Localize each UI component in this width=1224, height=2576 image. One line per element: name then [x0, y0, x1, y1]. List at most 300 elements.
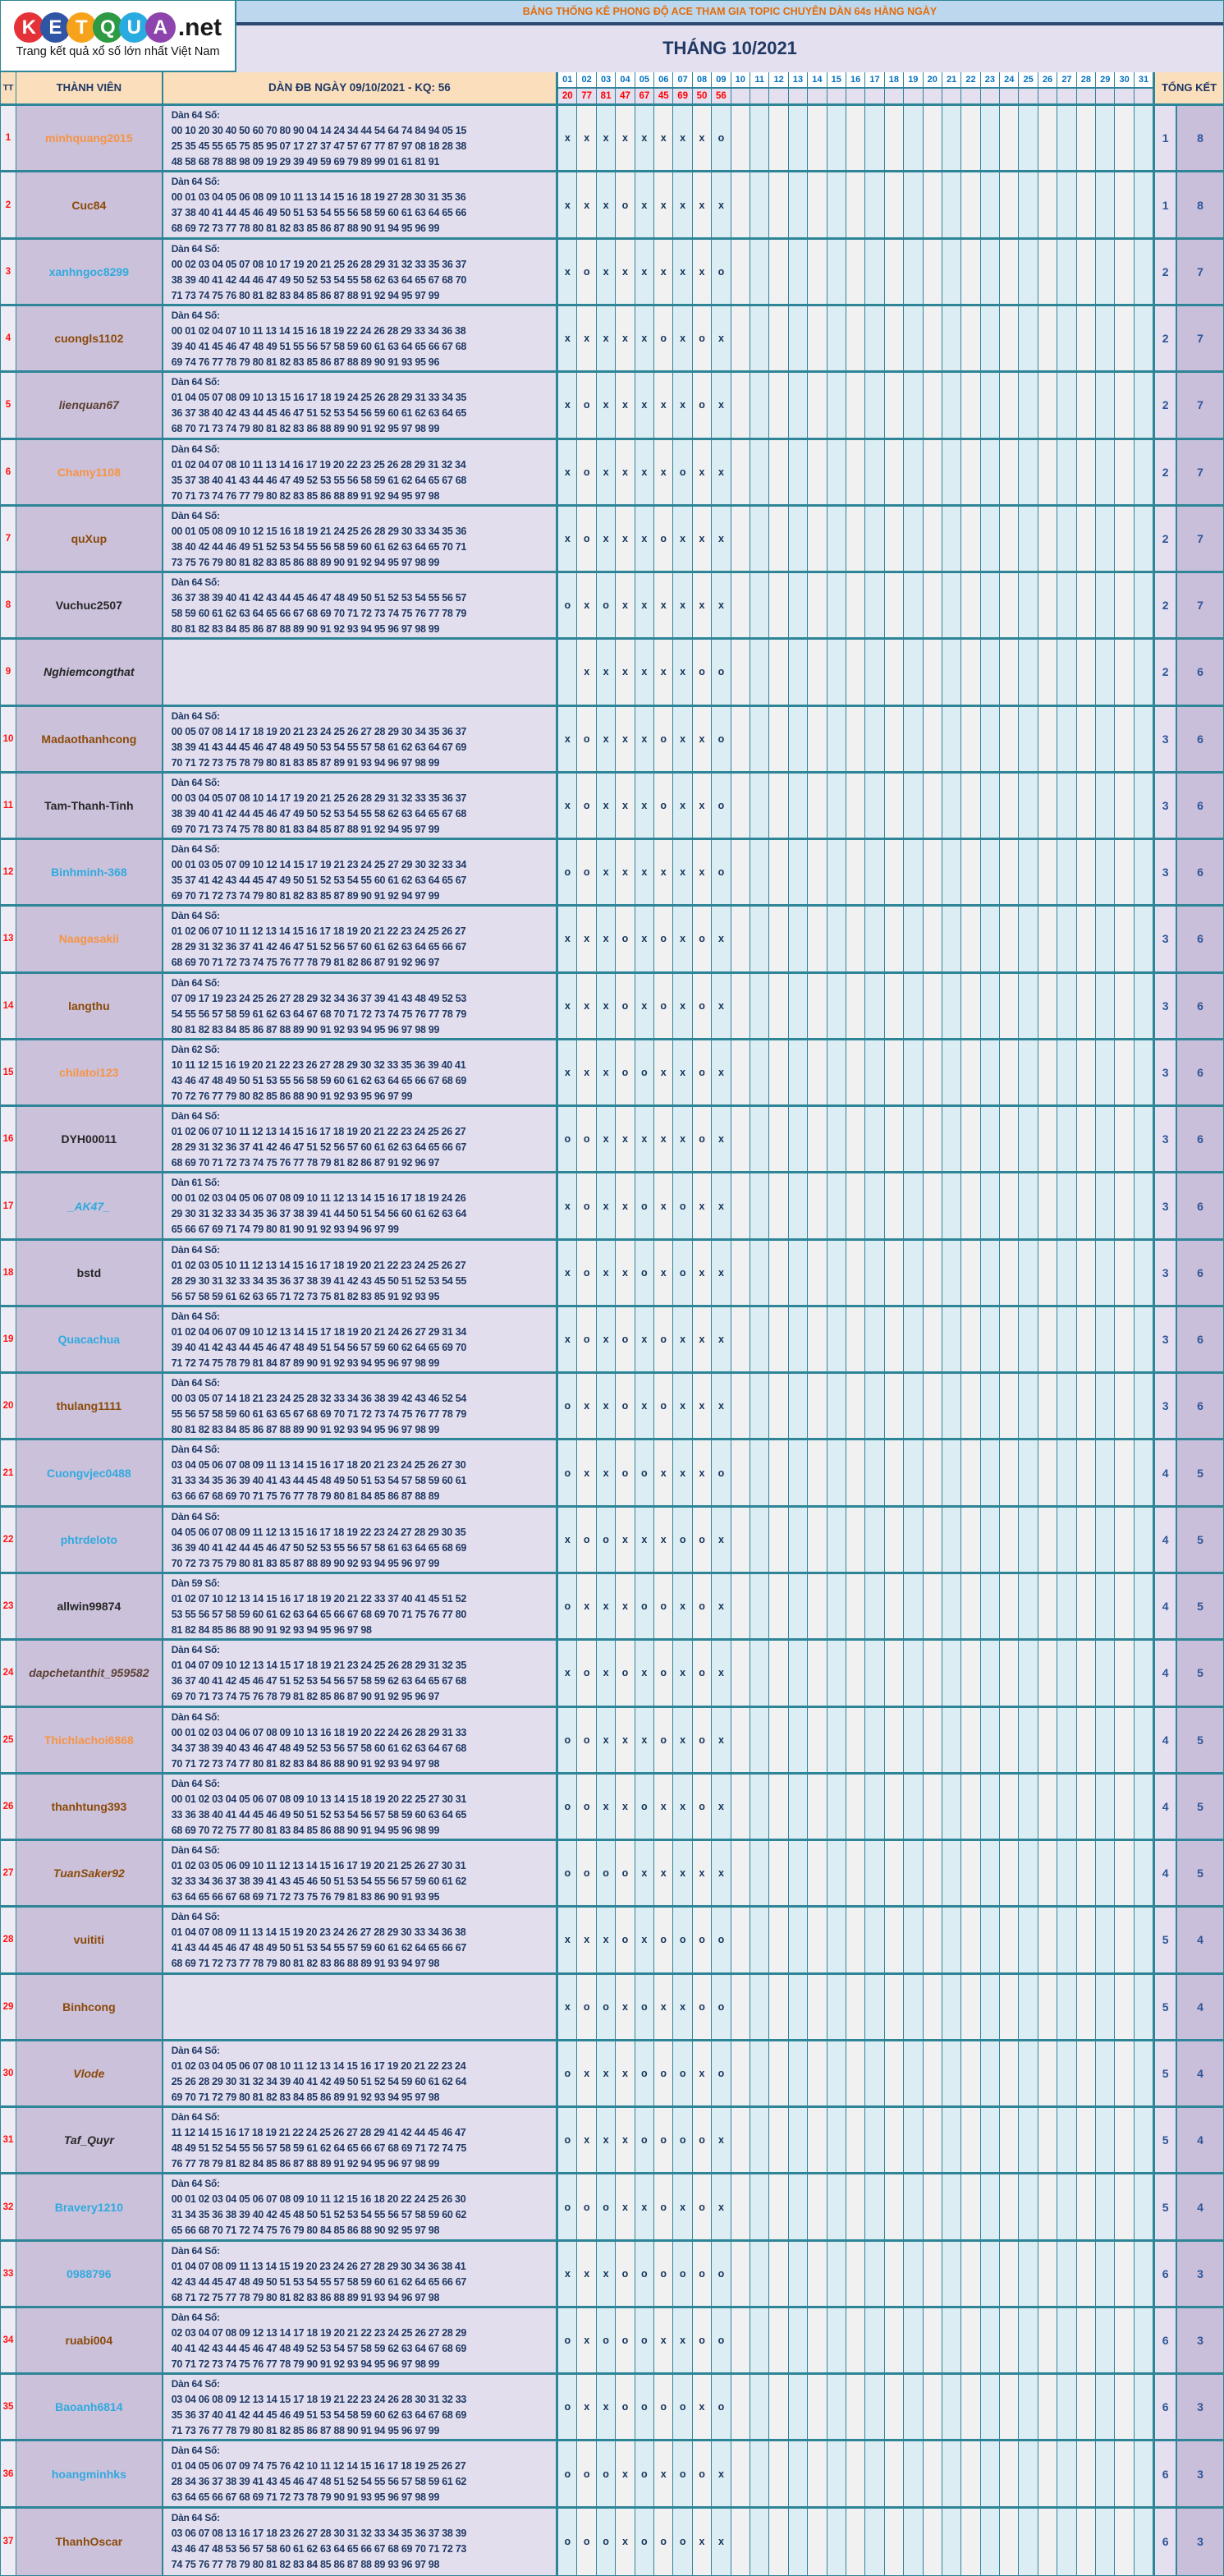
day-mark-cell: [885, 1508, 904, 1572]
day-mark-cell: [981, 1107, 1000, 1171]
day-mark-cell: [846, 172, 865, 236]
logo-letter-T: T: [66, 12, 97, 43]
day-mark-cell: [808, 1708, 827, 1772]
day-mark-cell: o: [577, 373, 596, 437]
day-mark-cell: [1038, 440, 1057, 504]
day-mark-cell: [789, 974, 808, 1038]
member-name[interactable]: _AK47_: [16, 1173, 163, 1237]
day-mark-cell: x: [616, 306, 635, 370]
col-header-member: THÀNH VIÊN: [16, 72, 163, 103]
day-mark-cell: x: [673, 2174, 692, 2239]
member-name[interactable]: vuititi: [16, 1908, 163, 1972]
dan-line: 04 05 06 07 08 09 11 12 13 15 16 17 18 19 22 23 24 27 28 29 30 35: [171, 1526, 466, 1538]
day-mark-cell: [865, 106, 884, 170]
member-name[interactable]: TuanSaker92: [16, 1841, 163, 1905]
member-name[interactable]: DYH00011: [16, 1107, 163, 1171]
day-mark-cell: [1096, 640, 1115, 704]
dan-label: Dàn 64 Số:: [171, 2311, 220, 2323]
day-mark-cell: [1115, 507, 1134, 571]
day-mark-cell: [731, 106, 750, 170]
row-number-cell: 5: [1, 373, 16, 437]
day-mark-cell: [750, 2375, 769, 2439]
day-mark-cell: [1096, 1307, 1115, 1371]
day-mark-cell: [789, 2441, 808, 2505]
day-mark-cell: [865, 1173, 884, 1237]
day-marks: [558, 774, 1155, 838]
member-name[interactable]: Taf_Quyr: [16, 2108, 163, 2172]
day-mark-cell: x: [635, 106, 654, 170]
dan-line: 69 70 71 72 79 80 81 82 83 84 85 86 89 91 92 93 94 95 97 98: [171, 2091, 440, 2103]
dan-label: Dàn 64 Số:: [171, 910, 220, 922]
member-name[interactable]: Quacachua: [16, 1307, 163, 1371]
day-mark-cell: [1077, 2441, 1096, 2505]
day-marks: [558, 2441, 1155, 2505]
member-name[interactable]: hoangminhks: [16, 2441, 163, 2505]
table-row: [1, 2509, 1223, 2575]
member-name[interactable]: Bravery1210: [16, 2174, 163, 2239]
member-name[interactable]: phtrdeloto: [16, 1508, 163, 1572]
day-mark-cell: x: [673, 840, 692, 904]
day-mark-cell: [1038, 1708, 1057, 1772]
day-mark-cell: x: [577, 306, 596, 370]
day-mark-cell: [1135, 1708, 1155, 1772]
day-mark-cell: [789, 240, 808, 304]
day-mark-cell: x: [693, 2375, 712, 2439]
row-number-cell: 28: [1, 1908, 16, 1972]
day-mark-cell: [865, 2108, 884, 2172]
total-miss-cell: 4: [1155, 1775, 1177, 1839]
member-name[interactable]: minhquang2015: [16, 106, 163, 170]
member-name[interactable]: Tam-Thanh-Tinh: [16, 774, 163, 838]
day-mark-cell: x: [558, 707, 577, 771]
row-number-cell: 17: [1, 1173, 16, 1237]
day-mark-cell: o: [597, 2509, 616, 2575]
day-mark-cell: x: [712, 373, 731, 437]
day-mark-cell: x: [635, 373, 654, 437]
day-marks: [558, 440, 1155, 504]
day-number-label: 23: [981, 72, 999, 89]
member-name[interactable]: Binhminh-368: [16, 840, 163, 904]
day-marks: [558, 106, 1155, 170]
day-mark-cell: [1096, 774, 1115, 838]
day-mark-cell: x: [673, 1775, 692, 1839]
day-mark-cell: [789, 1508, 808, 1572]
day-mark-cell: [865, 640, 884, 704]
member-name[interactable]: Binhcong: [16, 1975, 163, 2039]
total-hit-cell: 4: [1177, 1908, 1223, 1972]
day-mark-cell: [1135, 172, 1155, 236]
day-mark-cell: x: [597, 1775, 616, 1839]
day-marks: [558, 507, 1155, 571]
dan-line: 03 06 07 08 13 16 17 18 23 26 27 28 30 31 32 33 34 35 36 37 38 39: [171, 2527, 467, 2539]
day-mark-cell: [1096, 1508, 1115, 1572]
day-mark-cell: [750, 707, 769, 771]
day-mark-cell: o: [558, 1574, 577, 1638]
day-mark-cell: [981, 907, 1000, 971]
day-mark-cell: o: [577, 1307, 596, 1371]
day-mark-cell: x: [712, 1841, 731, 1905]
member-name[interactable]: Baoanh6814: [16, 2375, 163, 2439]
total-miss-cell: 3: [1155, 1107, 1177, 1171]
day-mark-cell: [846, 1173, 865, 1237]
day-mark-cell: [981, 573, 1000, 637]
day-result-value: [827, 89, 846, 103]
day-result-value: [789, 89, 807, 103]
day-mark-cell: [942, 774, 961, 838]
day-mark-cell: [731, 373, 750, 437]
day-mark-cell: [904, 1975, 923, 2039]
day-mark-cell: [1019, 1440, 1038, 1504]
day-mark-cell: [1019, 507, 1038, 571]
day-mark-cell: [846, 774, 865, 838]
day-mark-cell: [904, 2242, 923, 2306]
day-mark-cell: [789, 1440, 808, 1504]
row-number-cell: 8: [1, 573, 16, 637]
table-row: [1, 172, 1223, 239]
day-mark-cell: [1096, 1440, 1115, 1504]
day-marks: [558, 573, 1155, 637]
day-mark-cell: x: [616, 1107, 635, 1171]
day-mark-cell: [846, 2242, 865, 2306]
day-mark-cell: x: [597, 507, 616, 571]
day-mark-cell: [865, 1641, 884, 1705]
day-mark-cell: [827, 840, 846, 904]
day-mark-cell: o: [616, 172, 635, 236]
day-mark-cell: [789, 1908, 808, 1972]
member-name[interactable]: Vlode: [16, 2041, 163, 2105]
day-result-value: [924, 89, 942, 103]
dan-label: Dàn 64 Số:: [171, 976, 220, 989]
day-mark-cell: [1000, 507, 1019, 571]
day-mark-cell: [808, 2041, 827, 2105]
total-hit-cell: 4: [1177, 2174, 1223, 2239]
day-mark-cell: o: [693, 2108, 712, 2172]
day-mark-cell: [1077, 974, 1096, 1038]
dan-label: Dàn 64 Số:: [171, 1310, 220, 1322]
day-mark-cell: [1057, 2108, 1076, 2172]
day-mark-cell: [750, 1040, 769, 1104]
day-mark-cell: [1019, 2441, 1038, 2505]
table-row: [1, 106, 1223, 172]
dan-line: 43 46 47 48 49 50 51 53 55 56 58 59 60 61 62 63 64 65 66 67 68 69: [171, 1074, 467, 1086]
day-mark-cell: [924, 106, 942, 170]
day-mark-cell: x: [654, 640, 673, 704]
day-mark-cell: x: [616, 2174, 635, 2239]
day-mark-cell: [1115, 172, 1134, 236]
day-mark-cell: [750, 1841, 769, 1905]
day-mark-cell: [1000, 907, 1019, 971]
day-mark-cell: x: [616, 573, 635, 637]
day-mark-cell: [769, 2441, 788, 2505]
day-mark-cell: [750, 840, 769, 904]
dan-line: 70 71 72 73 74 77 80 81 82 83 84 86 88 90 91 92 93 94 97 98: [171, 1757, 440, 1770]
total-hit-cell: 6: [1177, 1107, 1223, 1171]
logo-letter-U: U: [119, 12, 149, 43]
day-mark-cell: [1038, 1641, 1057, 1705]
day-mark-cell: [808, 640, 827, 704]
day-mark-cell: x: [616, 2509, 635, 2575]
day-result-value: [1135, 89, 1153, 103]
day-mark-cell: [808, 573, 827, 637]
member-name[interactable]: thanhtung393: [16, 1775, 163, 1839]
dan-line: 32 33 34 36 37 38 39 41 43 45 46 50 51 53 54 55 56 57 59 60 61 62: [171, 1876, 467, 1888]
day-mark-cell: o: [616, 2308, 635, 2372]
day-mark-cell: o: [693, 1508, 712, 1572]
day-mark-cell: [981, 507, 1000, 571]
dan-label: Dàn 64 Số:: [171, 109, 220, 122]
dan-line: 69 70 71 73 74 75 78 80 81 83 84 85 87 88 91 92 94 95 97 99: [171, 823, 440, 835]
member-name[interactable]: Chamy1108: [16, 440, 163, 504]
day-number-label: 20: [924, 72, 942, 89]
member-name[interactable]: ThanhOscar: [16, 2509, 163, 2575]
day-mark-cell: x: [654, 1241, 673, 1305]
day-mark-cell: [885, 907, 904, 971]
day-mark-cell: x: [712, 2174, 731, 2239]
day-mark-cell: [1077, 573, 1096, 637]
day-mark-cell: [981, 1574, 1000, 1638]
day-mark-cell: [1038, 373, 1057, 437]
dan-line: 73 75 76 79 80 81 82 83 85 86 88 89 90 91 92 94 95 97 98 99: [171, 556, 440, 568]
day-mark-cell: o: [712, 840, 731, 904]
day-mark-cell: o: [577, 1173, 596, 1237]
day-marks: [558, 1975, 1155, 2039]
member-name[interactable]: cuongls1102: [16, 306, 163, 370]
day-mark-cell: [731, 974, 750, 1038]
day-mark-cell: [904, 1440, 923, 1504]
member-name[interactable]: bstd: [16, 1241, 163, 1305]
table-row: [1, 373, 1223, 439]
day-mark-cell: o: [597, 1975, 616, 2039]
day-mark-cell: [981, 440, 1000, 504]
day-mark-cell: o: [577, 1708, 596, 1772]
day-mark-cell: x: [712, 1173, 731, 1237]
day-mark-cell: [846, 840, 865, 904]
day-mark-cell: o: [693, 640, 712, 704]
day-result-value: [865, 89, 883, 103]
day-mark-cell: [1019, 2242, 1038, 2306]
day-mark-cell: [1077, 440, 1096, 504]
day-mark-cell: x: [673, 1374, 692, 1438]
day-mark-cell: o: [693, 1708, 712, 1772]
day-mark-cell: o: [654, 2242, 673, 2306]
day-mark-cell: [1077, 1241, 1096, 1305]
table-row: [1, 1975, 1223, 2041]
dan-line: 01 02 04 07 08 10 11 13 14 16 17 19 20 22 23 25 26 28 29 31 32 34: [171, 458, 466, 471]
day-mark-cell: [924, 1574, 942, 1638]
total-miss-cell: 3: [1155, 1173, 1177, 1237]
day-mark-cell: [942, 240, 961, 304]
day-mark-cell: [769, 106, 788, 170]
day-mark-cell: [1057, 1107, 1076, 1171]
day-mark-cell: [789, 1708, 808, 1772]
day-mark-cell: [865, 1241, 884, 1305]
day-mark-cell: [961, 1775, 980, 1839]
day-mark-cell: [1135, 707, 1155, 771]
row-number-cell: 29: [1, 1975, 16, 2039]
member-name[interactable]: Vuchuc2507: [16, 573, 163, 637]
day-mark-cell: [1057, 2375, 1076, 2439]
table-row: [1, 707, 1223, 774]
table-row: [1, 1508, 1223, 1574]
day-mark-cell: [1077, 1708, 1096, 1772]
day-header-20: [924, 72, 942, 103]
dan-numbers-cell: [163, 1775, 558, 1839]
day-mark-cell: [942, 707, 961, 771]
day-mark-cell: x: [712, 974, 731, 1038]
day-mark-cell: [789, 1307, 808, 1371]
day-mark-cell: x: [577, 1574, 596, 1638]
member-name[interactable]: Thichlachoi6868: [16, 1708, 163, 1772]
row-number-cell: 1: [1, 106, 16, 170]
site-logo[interactable]: [1, 1, 236, 72]
day-number-label: 22: [961, 72, 979, 89]
day-marks: [558, 1841, 1155, 1905]
dan-line: 71 73 74 75 76 80 81 82 83 84 85 86 87 88 91 92 94 95 97 99: [171, 289, 440, 301]
day-mark-cell: x: [673, 240, 692, 304]
day-mark-cell: [1000, 2108, 1019, 2172]
member-name[interactable]: ruabi004: [16, 2308, 163, 2372]
day-number-label: 09: [712, 72, 730, 89]
day-mark-cell: x: [597, 1241, 616, 1305]
day-mark-cell: [924, 1508, 942, 1572]
day-mark-cell: [769, 1708, 788, 1772]
day-mark-cell: o: [597, 2174, 616, 2239]
day-mark-cell: o: [635, 1775, 654, 1839]
day-mark-cell: o: [693, 2242, 712, 2306]
dan-label: Dàn 59 Số:: [171, 1577, 220, 1590]
row-number-cell: 2: [1, 172, 16, 236]
total-hit-cell: 5: [1177, 1775, 1223, 1839]
day-mark-cell: o: [654, 1574, 673, 1638]
day-mark-cell: [846, 573, 865, 637]
day-mark-cell: [1096, 1173, 1115, 1237]
day-mark-cell: [846, 2441, 865, 2505]
dan-line: 00 01 03 05 07 09 10 12 14 15 17 19 21 23 24 25 27 29 30 32 33 34: [171, 859, 467, 871]
member-name[interactable]: thulang1111: [16, 1374, 163, 1438]
day-mark-cell: o: [673, 440, 692, 504]
member-name[interactable]: allwin99874: [16, 1574, 163, 1638]
day-mark-cell: [924, 1641, 942, 1705]
day-mark-cell: o: [712, 2308, 731, 2372]
day-mark-cell: [1115, 1975, 1134, 2039]
day-mark-cell: [1135, 1173, 1155, 1237]
day-mark-cell: x: [577, 2041, 596, 2105]
member-name[interactable]: langthu: [16, 974, 163, 1038]
day-mark-cell: x: [673, 373, 692, 437]
day-number-label: 17: [865, 72, 883, 89]
day-mark-cell: o: [558, 2174, 577, 2239]
dan-line: 43 46 47 48 53 56 57 58 60 61 62 63 64 65 66 67 68 69 70 71 72 73: [171, 2542, 467, 2555]
day-mark-cell: [1000, 373, 1019, 437]
day-mark-cell: [904, 507, 923, 571]
day-mark-cell: [827, 1374, 846, 1438]
day-number-label: 06: [654, 72, 672, 89]
day-mark-cell: [808, 240, 827, 304]
day-header-26: [1038, 72, 1057, 103]
day-mark-cell: [1038, 640, 1057, 704]
day-mark-cell: [1135, 306, 1155, 370]
day-header-09: [712, 72, 731, 103]
day-mark-cell: [769, 2509, 788, 2575]
dan-line: 70 71 72 73 75 78 79 80 81 83 85 87 89 91 93 94 96 97 98 99: [171, 756, 440, 769]
day-mark-cell: [1057, 1508, 1076, 1572]
table-row: [1, 1841, 1223, 1908]
dan-line: 81 82 84 85 86 88 90 91 92 93 94 95 96 97 98: [171, 1624, 372, 1637]
day-mark-cell: [846, 1641, 865, 1705]
day-mark-cell: [846, 907, 865, 971]
day-mark-cell: [904, 2041, 923, 2105]
day-mark-cell: [981, 1307, 1000, 1371]
day-mark-cell: [1115, 1641, 1134, 1705]
member-name[interactable]: Naagasakii: [16, 907, 163, 971]
day-mark-cell: o: [712, 1908, 731, 1972]
day-mark-cell: [1096, 2509, 1115, 2575]
day-mark-cell: [1057, 640, 1076, 704]
logo-letter-E: E: [40, 12, 71, 43]
day-mark-cell: x: [616, 1708, 635, 1772]
day-mark-cell: [846, 507, 865, 571]
day-mark-cell: [1077, 1841, 1096, 1905]
day-mark-cell: [789, 1374, 808, 1438]
day-mark-cell: x: [597, 1040, 616, 1104]
dan-line: 25 26 28 29 30 31 32 34 39 40 41 42 49 50 51 52 54 59 60 61 62 64: [171, 2075, 467, 2087]
row-number-cell: 35: [1, 2375, 16, 2439]
member-name[interactable]: chilatoi123: [16, 1040, 163, 1104]
total-hit-cell: 7: [1177, 507, 1223, 571]
day-header-12: [769, 72, 788, 103]
member-name[interactable]: xanhngoc8299: [16, 240, 163, 304]
day-mark-cell: [1057, 774, 1076, 838]
day-mark-cell: [942, 440, 961, 504]
day-mark-cell: [789, 172, 808, 236]
day-mark-cell: [1096, 1908, 1115, 1972]
member-name[interactable]: Cuongvjec0488: [16, 1440, 163, 1504]
total-hit-cell: 4: [1177, 2108, 1223, 2172]
day-mark-cell: [1019, 2509, 1038, 2575]
member-name[interactable]: dapchetanthit_959582: [16, 1641, 163, 1705]
day-mark-cell: [904, 1241, 923, 1305]
day-mark-cell: [1096, 440, 1115, 504]
day-mark-cell: x: [597, 1107, 616, 1171]
table-header-row: [1, 72, 1223, 106]
day-mark-cell: [1057, 1908, 1076, 1972]
day-mark-cell: x: [597, 440, 616, 504]
day-mark-cell: [750, 974, 769, 1038]
member-name[interactable]: Nghiemcongthat: [16, 640, 163, 704]
member-name[interactable]: Cuc84: [16, 172, 163, 236]
dan-line: 28 29 30 31 32 33 34 35 36 37 38 39 41 42 43 45 50 51 52 53 54 55: [171, 1274, 467, 1287]
day-mark-cell: [1115, 2375, 1134, 2439]
day-mark-cell: [1019, 1975, 1038, 2039]
dan-numbers-cell: [163, 1574, 558, 1638]
total-miss-cell: 6: [1155, 2242, 1177, 2306]
dan-label: Dàn 64 Số:: [171, 376, 220, 388]
member-name[interactable]: lienquan67: [16, 373, 163, 437]
day-mark-cell: [865, 1508, 884, 1572]
day-mark-cell: [1019, 1173, 1038, 1237]
day-mark-cell: [827, 907, 846, 971]
day-mark-cell: x: [635, 240, 654, 304]
member-name[interactable]: quXup: [16, 507, 163, 571]
day-mark-cell: [1115, 840, 1134, 904]
day-mark-cell: [942, 106, 961, 170]
day-mark-cell: [1057, 507, 1076, 571]
day-number-label: 01: [558, 72, 576, 89]
member-name[interactable]: 0988796: [16, 2242, 163, 2306]
member-name[interactable]: Madaothanhcong: [16, 707, 163, 771]
day-mark-cell: x: [693, 774, 712, 838]
day-marks: [558, 240, 1155, 304]
